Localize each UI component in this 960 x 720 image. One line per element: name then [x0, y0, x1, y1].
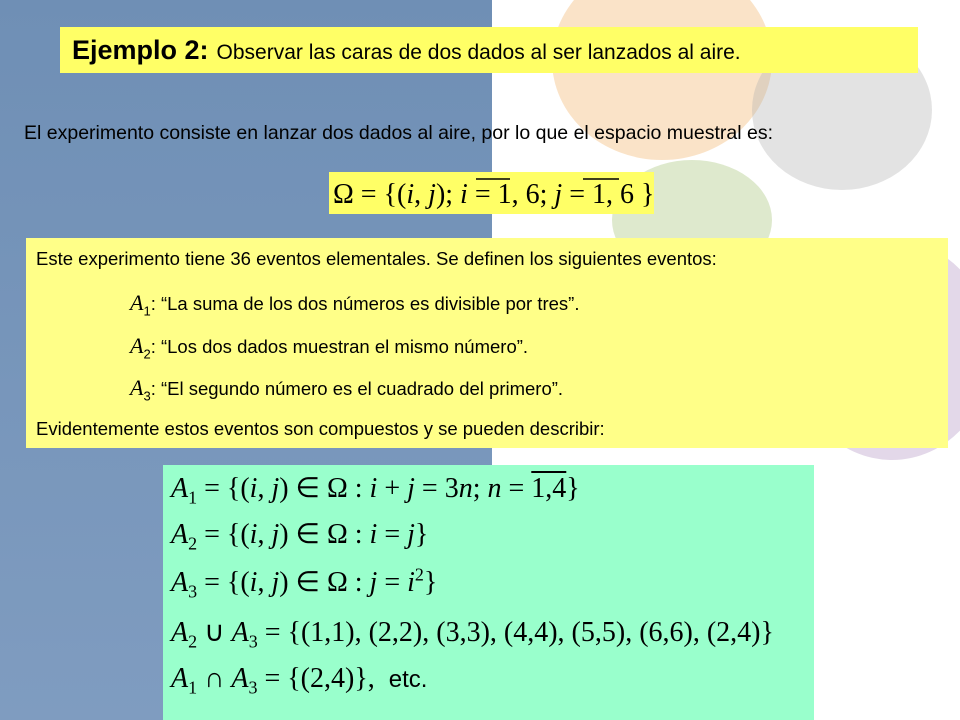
events-heading: Este experimento tiene 36 eventos elementales. Se definen los siguientes eventos: [36, 248, 717, 269]
event-a2-text: : “Los dos dados muestran el mismo número”. [150, 336, 529, 357]
set-intersection-formula: $A_1$ ∩ $A_3 = \{(2,4)\}$, [171, 663, 375, 698]
set-a3 [171, 565, 437, 603]
set-a2-formula: $A_2 = \{(i$, j) ∈ Ω : i = j} [171, 519, 429, 554]
sample-space-text: Ω = {(i, j); i = 1, 6; j = 1, 6 } [333, 179, 654, 210]
sets-panel [163, 465, 814, 720]
etc-text: etc. [388, 666, 428, 693]
set-a3-formula: $A_3 = \{(i$, j) ∈ Ω : $j = i^2$} [171, 565, 438, 602]
event-a3-symbol: $A_3$ [130, 375, 151, 404]
event-a2 [130, 333, 528, 361]
set-a1 [171, 471, 580, 509]
event-a3 [130, 375, 563, 403]
sample-space-box [329, 172, 654, 214]
set-union-formula: $A_2$ ∪ $A_3 = \{(1,1)$, (2,2), (3,3), (4,4), (5,5), (6,6), (2,4)} [171, 617, 774, 652]
title-main: Ejemplo 2: [72, 34, 209, 65]
intro-text: El experimento consiste en lanzar dos dados al aire, por lo que el espacio muestral es: [24, 122, 773, 144]
event-a1 [130, 290, 579, 318]
set-a2 [171, 517, 428, 555]
events-footer: Evidentemente estos eventos son compuestos y se pueden describir: [36, 418, 605, 439]
title-banner [60, 27, 918, 73]
event-a3-text: : “El segundo número es el cuadrado del primero”. [150, 378, 564, 399]
event-a1-text: : “La suma de los dos números es divisible por tres”. [150, 293, 580, 314]
title-subtitle: Observar las caras de dos dados al ser lanzados al aire. [216, 41, 741, 64]
event-a2-symbol: $A_2$ [130, 333, 151, 362]
set-union [171, 615, 774, 653]
set-intersection [171, 663, 427, 699]
sample-space-formula [329, 172, 654, 214]
set-a1-formula: $A_1 = \{(i$, j) ∈ Ω : i + j = 3n; n = 1,4} [171, 473, 580, 508]
events-panel [26, 238, 948, 448]
event-a1-symbol: $A_1$ [130, 290, 151, 319]
